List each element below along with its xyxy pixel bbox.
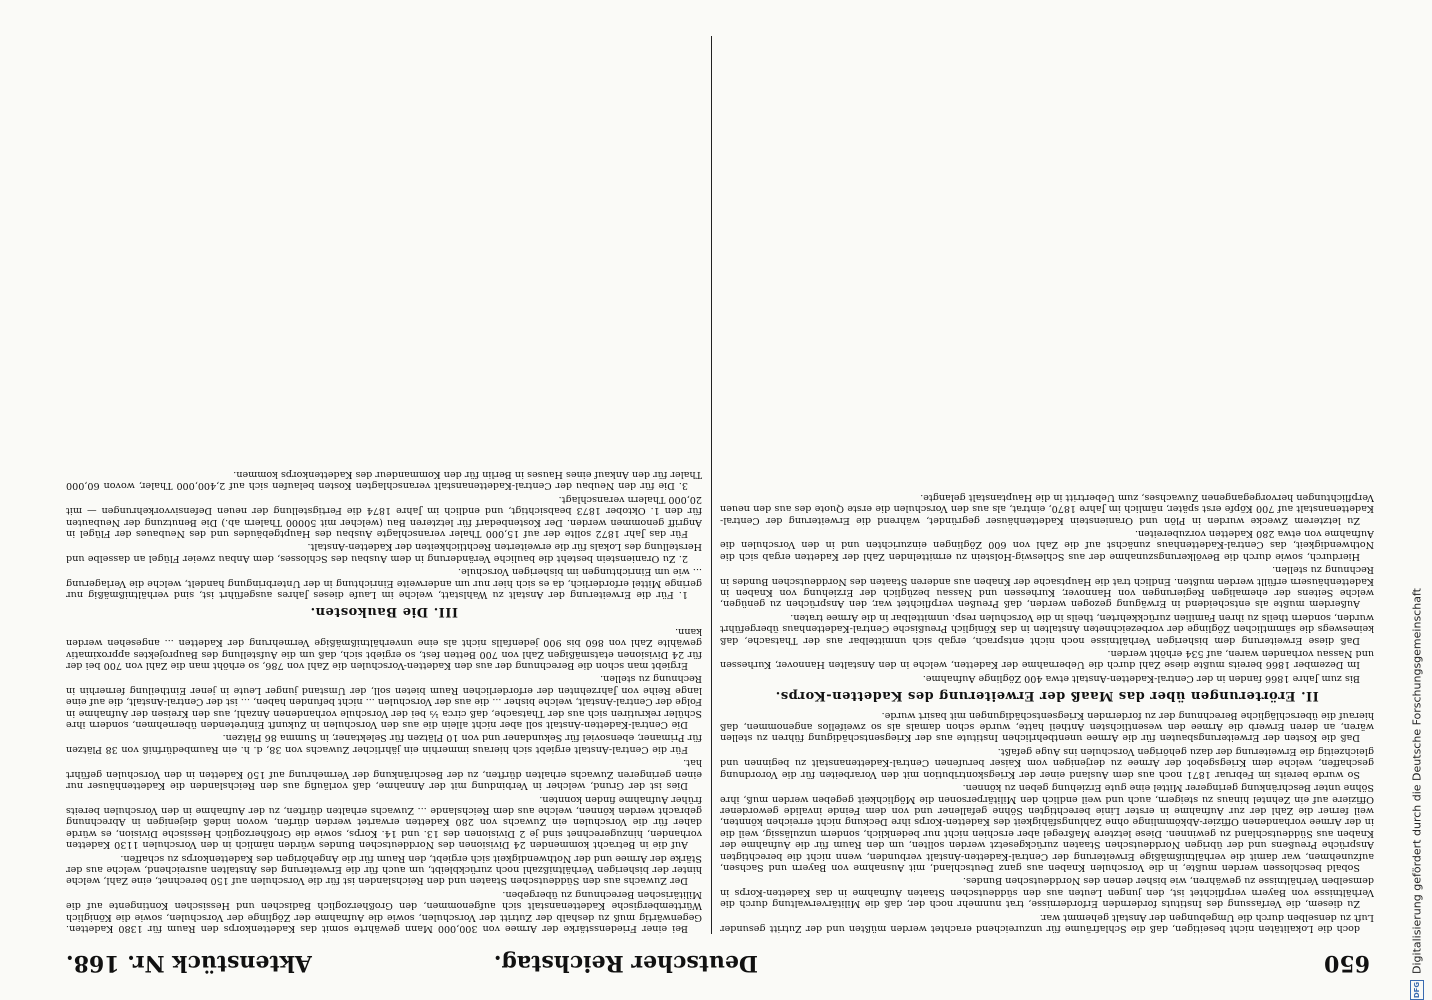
paragraph: Die Central-Kadetten-Anstalt soll aber nicht allein die aus den Vorschulen in Zukunft Eintretenden übernehmen, sondern ihre Schüler rekrutiren sich aus der Thatsache, daß circa ⅓ bei der Vorschule vorhandenen Anzahl, aus den Kreisen der Aufnahme in Folge der Central-Anstalt, welche bisher ... die aus der Vorschulen ... nicht befunden haben, ... ist der Central-Anstalt, die auf eine lange Reihe von Jahrzehnten der erforderlichen Raum bieten soll, der Umstand junger Leute in jener Eintheilung fernerhin in Rechnung zu stellen. [66, 673, 702, 731]
paragraph: 1. Für die Erweiterung der Anstalt zu Wahlstatt, welche im Laufe dieses Jahres ausgeführt ist, sind verhältnißmäßig nur geringe Mittel erforderlich, da es sich hier nur um anderweite Einrichtung in der Unterbringung handelt, welche die Verlagerung ... wie um Einrichtungen im bisherigen Vorschule. [66, 566, 702, 601]
paragraph: Zu diesem, die Verfassung des Instituts fordernden Erfordernisse, trat nunmehr noch der, daß die Militärverwaltung durch die Verhältnisse von Bayern verpflichtet ist, den jungen Leuten aus den süddeutschen Staaten Aufnahme in das Kadetten-Korps in demselben Verhältnisse zu gewähren, wie bisher denen des Norddeutschen Bundes. [720, 875, 1374, 910]
paragraph: Ergiebt man schon die Berechnung der aus den Kadetten-Vorschulen die Zahl von 786, so erhöht man die Zahl von 700 bei der für 24 Divisionen etatsmäßigen Zahl von 700 Betten fest, so ergiebt sich, daß um die Aufstellung des Bauprojektes approximativ gewählte Zahl von 860 bis 900 jedenfalls nicht als eine unverhältnißmäßige Vermehrung der Kadetten ... angesehen werden kann. [66, 625, 702, 672]
paragraph: Der Zuwachs aus den Süddeutschen Staaten und den Reichslanden ist für die Vorschulen auf 150 berechnet, eine Zahl, welche hinter der bisherigen Verhältnißzahl noch zurückbleibt, um auch für die Erweiterung des Anstalten ausreichend, welche aus der Stärke der Armee und der Nothwendigkeit sich ergiebt, den Raum für die Angehörigen des Kadettenkorps zu schaffen. [66, 852, 702, 887]
page-number: 650 [1324, 950, 1370, 976]
credit-text: Digitalisierung gefördert durch die Deutsche Forschungsgemeinschaft [1410, 588, 1424, 974]
paragraph: 2. Zu Oranienstein besteht die bauliche Veränderung in dem Ausbau des Schlosses, dem Anbau zweier Flügel an dasselbe und Herstellung des Lokals für die erweiterten Rechtlichkeiten der Kadetten-Anstalt. [66, 541, 702, 564]
paragraph: Sobald beschlossen werden mußte, in die Vorschulen Knaben aus ganz Deutschland, mit Ausnahme von Bayern und Sachsen, aufzunehmen, war damit die verhältnißmäßige Erweiterung der Central-Kadetten-Anstalt verbunden, wenn nicht die berechtigten Ansprüche Preußens und der übrigen Norddeutschen Staaten zurückgesetzt werden sollten, um den Raum für die Aufnahme der Knaben aus Süddeutschland zu gewinnen. Diese letztere Maßregel aber erschien nicht nur bedenklich, sondern unzulässig, weil die in der Armee vorhandenen Offizier-Abkömmlinge ohne Zahlungsfähigkeit des Kadetten-Korps ihre Deckung nicht erreichen könnten, weil ferner die Zahl der zur Aufnahme in erster Linie berechtigten Söhne gefallener und von dem Feinde invalide gewordener Offiziere auf ein Zehntel hinaus zu steigern, auch und weil endlich den Militärpersonen die Möglichkeit gegeben werden muß, ihre Söhne unter Beschränkung geringerer Mittel eine gute Erziehung geben zu können. [720, 782, 1374, 873]
section-heading: III. Die Baukosten. [310, 604, 458, 620]
paragraph: So wurde bereits im Februar 1871 noch aus dem Ausland einer der Kriegskontribution mit den Vorarbeiten für die Vorordnung geschaffen, welche dem Kriegsgebot der Armee zu derjenigen vom Kaiser berufenen Central-Kadettenanstalt zu beginnen und gleichzeitig die Erweiterung der dazu gehörigen Vorschulen ins Auge gefaßt. [720, 745, 1374, 780]
paragraph: 3. Die für den Neubau der Central-Kadettenanstalt veranschlagten Kosten belaufen sich auf 2,400,000 Thaler, wovon 60,000 Thaler für den Ankauf eines Hauses in Berlin für den Kommandeur des Kadettenkorps kommen. [66, 468, 702, 492]
column-divider [711, 36, 712, 934]
paragraph: Daß diese Erweiterung dem bisherigen Verhältnisse noch nicht entsprach, ergab sich unmittelbar aus der Thatsache, daß keineswegs die sämmtlichen Zöglinge der vorbezeichneten Anstalten in das Königlich Preußische Central-Kadettenhaus übergeführt wurden, sondern theils zu ihren Familien zurückkehrten, theils in die Vorschulen resp. unmittelbar in die Armee traten. [720, 611, 1374, 646]
paragraph: Auf die in Betracht kommenden 24 Divisionen des Norddeutschen Bundes würden nämlich in den Vorschulen 1130 Kadetten vorhanden, hinzugerechnet sind je 2 Divisionen des 13. und 14. Korps, sowie die Großherzoglich Hessische Division, es würde daher für die Vorschulen ein Zuwachs von 280 Kadetten erwartet werden dürfen, wovon indeß diejenigen in Abrechnung gebracht werden können, welche aus dem Reichslande ... Zuwachs erhalten dürften, zu der Aufnahme in den Vorschulen bereits früher Aufnahme finden konnten. [66, 793, 702, 851]
paragraph: doch die Lokalitäten nicht beseitigen, daß die Schlafräume für unzureichend erachtet werden müßten und der Zutritt gesunder Luft zu denselben durch die Umgebungen der Anstalt gehemmt war. [720, 911, 1374, 934]
paragraph: Hierdurch, sowie durch die Bevölkerungszunahme der aus Schleswig-Holstein zu ermittelnden Zahl der Kadetten ergab sich die Nothwendigkeit, das Central-Kadettenhaus zunächst auf die Zahl von 600 Zöglingen einzurichten und in den Vorschulen die Aufnahme von etwa 280 Kadetten vorzubereiten. [720, 528, 1374, 562]
left-column [720, 30, 1374, 934]
digitization-credit [1410, 10, 1430, 1000]
paragraph: Für die Central-Anstalt ergiebt sich hieraus immerhin ein jährlicher Zuwachs von 38, d. h. ein Raumbedürfniß von 38 Plätzen für Primaner, ebensoviel für Sekundaner und von 10 Plätzen für Selektaner, in Summa 86 Plätzen. [66, 732, 702, 755]
right-column [66, 30, 702, 934]
page-header [58, 948, 1378, 976]
attachment-label: Aktenstück Nr. 168. [66, 950, 312, 976]
dfg-logo-icon: DFG [1410, 980, 1424, 1000]
paragraph: Im Dezember 1866 bereits mußte diese Zahl durch die Uebernahme der Kadetten, welche in den Anstalten Hannover, Kurhessen und Nassau vorhanden waren, auf 534 erhöht werden. [720, 648, 1374, 671]
rotated-page-content [58, 30, 1378, 980]
section-heading: II. Erörterungen über das Maaß der Erweiterung des Kadetten-Korps. [775, 688, 1319, 704]
paragraph: Zu letzterem Zwecke wurden in Plön und Oranienstein Kadettenhäuser gegründet, während die Erweiterung der Central-Kadettenanstalt auf 700 Köpfe erst später, nämlich im Jahre 1870, eintrat, als aus den Vorschulen die erste Quote des aus den neuen Verpflichtungen hervorgegangenen Zuwachses, zum Uebertritt in die Hauptanstalt gelangte. [720, 491, 1374, 526]
paragraph: Bei einer Friedensstärke der Armee von 300,000 Mann gewährte somit das Kadettenkorps den Raum für 1380 Kadetten. Gegenwärtig muß zu deshalb der Zutritt der Vorschulen, sowie die Aufnahme der Zöglinge der Vorschulen, sowie die Königlich Württembergische Kadettenanstalt sich aufgenommen, den Großherzoglich Badischen und Hessischen Kontingente auf die Militärischen Berechnung zu übergeben. [66, 888, 702, 934]
paragraph: Bis zum Jahre 1866 fanden in der Central-Kadetten-Anstalt etwa 400 Zöglinge Aufnahme. [922, 672, 1360, 684]
paragraph: Außerdem mußte als entscheidend in Erwägung gezogen werden, daß Preußen verpflichtet war, den Ansprüchen zu genügen, welche Seitens der ehemaligen Regierungen von Hannover, Kurhessen und Nassau bezüglich der Erziehung von Knaben in Kadettenhäusern erfüllt werden mußten. Endlich trat die Hauptsache der Knaben aus anderen Staaten des Norddeutschen Bundes in Rechnung zu stellen. [720, 564, 1374, 610]
paragraph: Für das Jahr 1872 sollte der auf 15,000 Thaler veranschlagte Ausbau des Hauptgebäudes und des Neubaues der Flügel in Angriff genommen werden. Der Kostenbedarf für letzteren Bau (welcher mit 50000 Thalern ab.) Die Benutzung der Neubauten für den 1. Oktober 1873 beabsichtigt, und endlich im Jahre 1874 die Fertigstellung der neuen Defensivvorkehrungen — mit 20,000 Thalern veranschlagt. [66, 493, 702, 539]
paragraph: Daß die Kosten der Erweiterungsbauten für die Armee unentbehrlichen Institute aus der Kriegsentschädigung führen zu stellen wären, an deren Erwerb die Armee den wesentlichsten Antheil hatte, wurde schon damals als so zweifellos angenommen, daß hierauf die überschlägliche Berechnung der zu fordernden Kriegsentschädigungen mit basirt wurde. [720, 709, 1374, 744]
paragraph: Dies ist der Grund, welcher in Verbindung mit der Annahme, daß vorläufig aus den Reichslanden die Kadettenhäuser nur einen geringeren Zuwachs erhalten dürften, zu der Beschränkung der Vermehrung auf 150 Kadetten in den Vorschulen geführt hat. [66, 757, 702, 792]
page-title: Deutscher Reichstag. [493, 950, 758, 976]
